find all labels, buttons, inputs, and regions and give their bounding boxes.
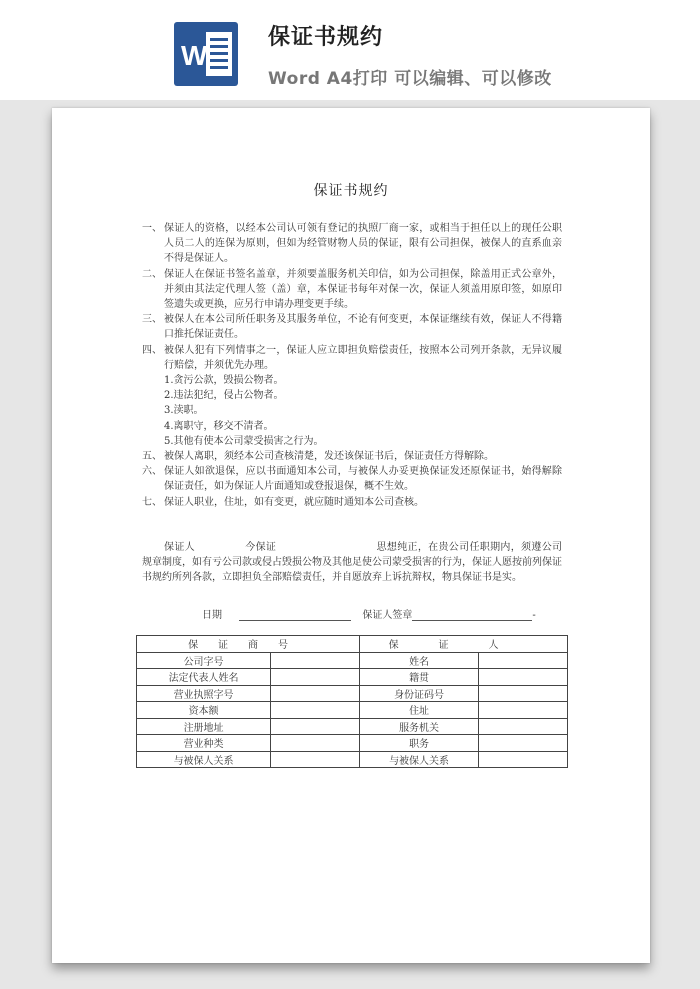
document-content [52, 108, 650, 963]
value-cell[interactable] [271, 702, 360, 719]
value-cell[interactable] [271, 652, 360, 669]
clause-4-item: 5.其他有使本公司蒙受损害之行为。 [164, 435, 324, 447]
table-row: 与被保人关系 与被保人关系 [137, 751, 568, 768]
guarantor-info-table [136, 635, 568, 768]
date-field[interactable] [239, 609, 351, 621]
header-guarantor-firm: 保证商号 [137, 636, 360, 653]
document-title: 保证书规约 [313, 183, 389, 199]
table-row: 法定代表人姓名 籍贯 [137, 669, 568, 686]
value-cell[interactable] [479, 718, 568, 735]
table-row: 注册地址 服务机关 [137, 718, 568, 735]
word-logo-letter: W [181, 40, 208, 71]
clause-1: 一、 保证人的资格，以经本公司认可领有登记的执照厂商一家，或相当于担任以上的现任公职人员二人的连保为原则，但如为经管财物人员的保证，限有公司担保，被保人的直系血亲不得是保证人。 [142, 223, 562, 265]
word-document-icon [174, 22, 238, 86]
document-page [52, 108, 650, 963]
pledge-statement: 保证人 今保证 思想纯正，在贵公司任职期内，须遵公司规章制度，如有亏公司款或侵占毁损公物及其他足使公司蒙受损害的行为，保证人愿按前列保证书规约所列各款，立即担负全部赔偿责任，并自愿放弃上诉抗辩权，物具保证书是实。 [142, 542, 563, 584]
value-cell[interactable] [479, 652, 568, 669]
date-signature-line [202, 606, 562, 621]
value-cell[interactable] [271, 718, 360, 735]
value-cell[interactable] [479, 685, 568, 702]
value-cell[interactable] [479, 702, 568, 719]
header-guarantor: 保证人 [360, 636, 568, 653]
clause-4-item: 1.贪污公款，毁损公物者。 [164, 375, 284, 387]
table-row: 营业执照字号 身份证码号 [137, 685, 568, 702]
clause-3: 三、 被保人在本公司所任职务及其服务单位，不论有何变更，本保证继续有效，保证人不得籍口推托保证责任。 [142, 314, 562, 341]
table-row: 资本额 住址 [137, 702, 568, 719]
table-header-row [137, 636, 568, 653]
clause-4-item: 2.违法犯纪，侵占公物者。 [164, 390, 284, 402]
table-row: 公司字号 姓名 [137, 652, 568, 669]
date-label: 日期 [202, 610, 222, 621]
value-cell[interactable] [271, 735, 360, 752]
clause-6: 六、 保证人如欲退保，应以书面通知本公司，与被保人办妥更换保证发还原保证书，始得解除保证责任，如为保证人片面通知或登报退保，概不生效。 [142, 466, 562, 493]
table-row: 营业种类 职务 [137, 735, 568, 752]
header-banner [0, 0, 700, 100]
signature-label: 保证人签章 [362, 610, 413, 621]
value-cell[interactable] [271, 669, 360, 686]
banner-title: 保证书规约 [268, 25, 384, 50]
clause-2: 二、 保证人在保证书签名盖章，并须要盖服务机关印信，如为公司担保，除盖用正式公章外，并须由其法定代理人签（盖）章，本保证书每年对保一次，保证人须盖用原印签，如原印签遗失或更换，应另行申请办理变更手续。 [142, 268, 562, 311]
banner-subtitle: Word A4打印 可以编辑、可以修改 [268, 69, 552, 89]
clause-4: 四、 被保人犯有下列情事之一，保证人应立即担负赔偿责任，按照本公司列开条款，无异议履行赔偿，并须优先办理。 [142, 344, 562, 371]
signature-field[interactable] [412, 609, 532, 621]
clause-7: 七、 保证人职业，住址，如有变更，就应随时通知本公司查核。 [142, 496, 424, 508]
clauses [142, 221, 562, 510]
clause-4-item: 4.离职守，移交不清者。 [164, 420, 274, 432]
value-cell[interactable] [479, 751, 568, 768]
signature-tail: - [532, 610, 536, 621]
clause-4-item: 3.渎职。 [164, 405, 204, 417]
value-cell[interactable] [271, 685, 360, 702]
value-cell[interactable] [479, 669, 568, 686]
value-cell[interactable] [479, 735, 568, 752]
value-cell[interactable] [271, 751, 360, 768]
clause-5: 五、 被保人离职，须经本公司查核清楚，发还该保证书后，保证责任方得解除。 [142, 451, 494, 463]
